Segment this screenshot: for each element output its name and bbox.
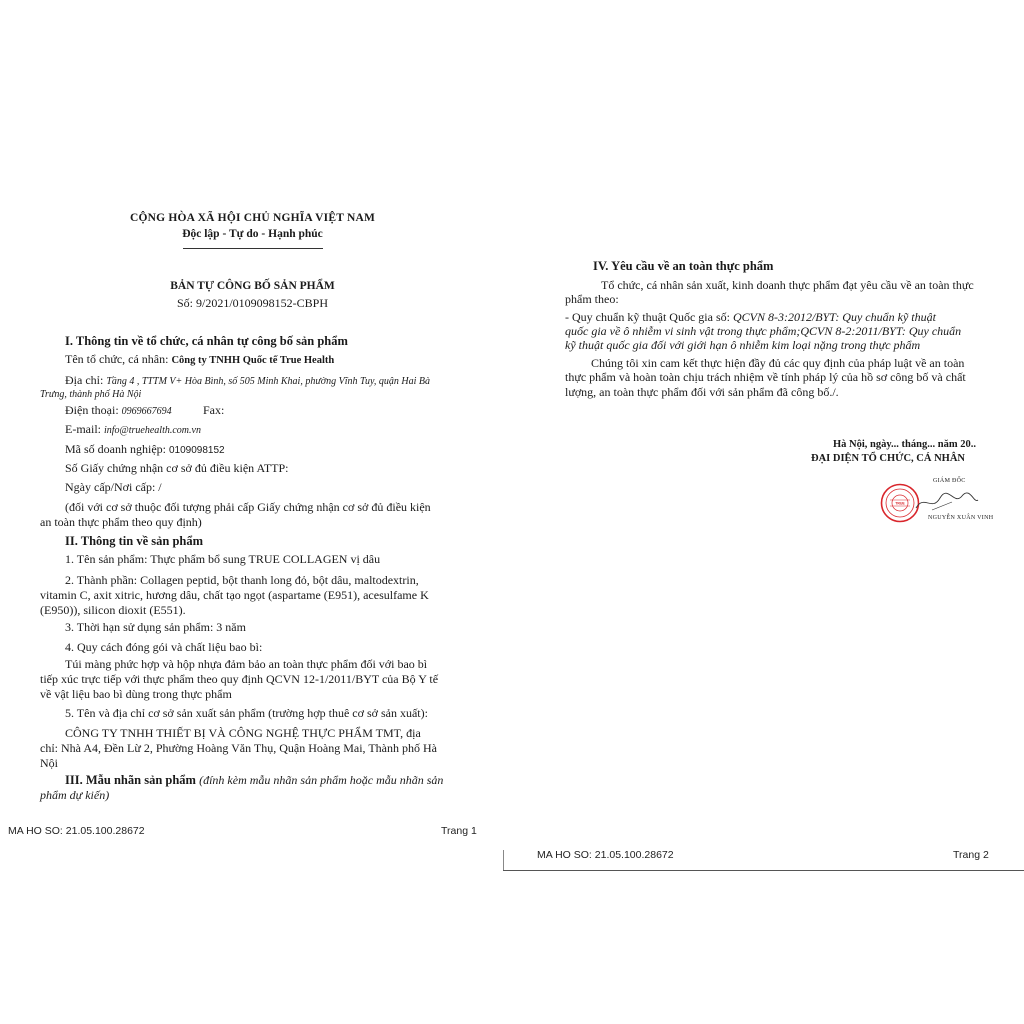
signer-role: GIÁM ĐỐC bbox=[933, 478, 966, 484]
document-page-1 bbox=[0, 0, 500, 1024]
section-3-row bbox=[65, 773, 443, 787]
header-divider bbox=[183, 248, 323, 249]
ingredients-1: 2. Thành phần: Collagen peptid, bột thanh long đỏ, bột dâu, maltodextrin, bbox=[65, 573, 419, 587]
section-2-heading: II. Thông tin về sản phẩm bbox=[65, 534, 204, 548]
manufacturer-3: Nội bbox=[40, 756, 58, 770]
section-3-note-2: phẩm dự kiến) bbox=[40, 788, 110, 802]
product-name: 1. Tên sản phẩm: Thực phẩm bổ sung TRUE COLLAGEN vị dâu bbox=[65, 552, 381, 566]
commitment-3: lượng, an toàn thực phẩm đối với sản phẩm đã công bố./. bbox=[565, 385, 839, 399]
address-label: Địa chỉ: bbox=[65, 373, 107, 387]
email-label: E-mail: bbox=[65, 422, 104, 436]
phone-value: 0969667694 bbox=[121, 406, 172, 417]
org-name-value: Công ty TNHH Quốc tế True Health bbox=[171, 355, 335, 366]
tax-code-label: Mã số doanh nghiệp: bbox=[65, 442, 169, 456]
commitment-2: thực phẩm và hoàn toàn chịu trách nhiệm về tính pháp lý của hồ sơ công bố và chất bbox=[565, 370, 966, 384]
address-value-2: Trưng, thành phố Hà Nội bbox=[40, 389, 142, 400]
manufacturer-1: CÔNG TY TNHH THIẾT BỊ VÀ CÔNG NGHỆ THỰC PHẨM TMT, địa bbox=[65, 726, 421, 740]
issue-label: Ngày cấp/Nơi cấp: / bbox=[65, 480, 162, 494]
cert-note-2: an toàn thực phẩm theo quy định) bbox=[40, 515, 202, 529]
standards-prefix: - Quy chuẩn kỹ thuật Quốc gia số: bbox=[565, 310, 733, 324]
address-row bbox=[65, 373, 430, 389]
cert-note-1: (đối với cơ sở thuộc đối tượng phải cấp Giấy chứng nhận cơ sở đủ điều kiện bbox=[65, 500, 431, 514]
shelf-life: 3. Thời hạn sử dụng sản phẩm: 3 năm bbox=[65, 620, 246, 634]
ingredients-2: vitamin C, axit xitric, hương dâu, chất tạo ngọt (aspartame (E951), acesulfame K bbox=[40, 588, 429, 602]
section-3-heading: III. Mẫu nhãn sản phẩm bbox=[65, 773, 200, 787]
packaging-3: về vật liệu bao bì dùng trong thực phẩm bbox=[40, 687, 232, 701]
packaging-2: tiếp xúc trực tiếp với thực phẩm theo quy định QCVN 12-1/2011/BYT của Bộ Y tế bbox=[40, 672, 439, 686]
fax-label: Fax: bbox=[203, 403, 225, 417]
page-2-footer-divider bbox=[503, 870, 1024, 871]
document-title: BẢN TỰ CÔNG BỐ SẢN PHẨM bbox=[170, 280, 335, 292]
sign-date: Hà Nội, ngày... tháng... năm 20.. bbox=[833, 439, 976, 450]
tax-code-row bbox=[65, 442, 225, 458]
section-4-heading: IV. Yêu cầu về an toàn thực phẩm bbox=[593, 259, 774, 273]
safety-para-1a: Tổ chức, cá nhân sản xuất, kinh doanh thực phẩm đạt yêu cầu về an toàn thực bbox=[601, 278, 974, 292]
phone-label: Điện thoại: bbox=[65, 403, 122, 417]
standards-row bbox=[565, 310, 936, 324]
section-1-heading: I. Thông tin về tổ chức, cá nhân tự công bố sản phẩm bbox=[65, 334, 348, 348]
safety-para-1b: phẩm theo: bbox=[565, 292, 619, 306]
email-row bbox=[65, 422, 201, 438]
sign-title: ĐẠI DIỆN TỔ CHỨC, CÁ NHÂN bbox=[811, 453, 966, 464]
motto: Độc lập - Tự do - Hạnh phúc bbox=[182, 228, 323, 240]
manufacturer-2: chỉ: Nhà A4, Đền Lừ 2, Phường Hoàng Văn Thụ, Quận Hoàng Mai, Thành phố Hà bbox=[40, 741, 437, 755]
commitment-1: Chúng tôi xin cam kết thực hiện đầy đủ các quy định của pháp luật về an toàn bbox=[591, 356, 965, 370]
packaging-heading: 4. Quy cách đóng gói và chất liệu bao bì: bbox=[65, 640, 263, 654]
national-title: CỘNG HÒA XÃ HỘI CHỦ NGHĨA VIỆT NAM bbox=[129, 212, 376, 224]
footer-code: MA HO SO: 21.05.100.28672 bbox=[8, 825, 145, 837]
standards-3: kỹ thuật quốc gia đối với giới hạn ô nhiễm kim loại nặng trong thực phẩm bbox=[565, 338, 921, 352]
document-number: Số: 9/2021/0109098152-CBPH bbox=[176, 296, 329, 310]
signature-mark bbox=[912, 488, 982, 514]
email-value: info@truehealth.com.vn bbox=[104, 425, 201, 436]
page-separator-vertical bbox=[503, 850, 504, 870]
footer-page-number-2: Trang 2 bbox=[953, 849, 989, 861]
svg-text:TRUE: TRUE bbox=[895, 501, 905, 506]
signer-name: NGUYỄN XUÂN VINH bbox=[928, 515, 994, 521]
packaging-1: Túi màng phức hợp và hộp nhựa đảm bảo an toàn thực phẩm đối với bao bì bbox=[65, 657, 428, 671]
phone-row bbox=[65, 403, 172, 419]
standards-1: QCVN 8-3:2012/BYT: Quy chuẩn kỹ thuật bbox=[732, 310, 936, 324]
org-name-row bbox=[65, 352, 334, 368]
address-value-1: Tầng 4 , TTTM V+ Hòa Bình, số 505 Minh Khai, phường Vĩnh Tuy, quận Hai Bà bbox=[106, 376, 430, 387]
cert-label: Số Giấy chứng nhận cơ sở đủ điều kiện ATTP: bbox=[65, 461, 289, 475]
manufacturer-heading: 5. Tên và địa chỉ cơ sở sản xuất sản phẩm (trường hợp thuê cơ sở sản xuất): bbox=[65, 706, 428, 720]
org-name-label: Tên tổ chức, cá nhân: bbox=[65, 352, 172, 366]
footer-page-number: Trang 1 bbox=[441, 825, 477, 837]
standards-2: quốc gia về ô nhiễm vi sinh vật trong thực phẩm;QCVN 8-2:2011/BYT: Quy chuẩn bbox=[565, 324, 962, 338]
footer-code-page-2: MA HO SO: 21.05.100.28672 bbox=[537, 849, 674, 861]
tax-code-value: 0109098152 bbox=[169, 445, 225, 456]
ingredients-3: (E950)), silicon dioxit (E551). bbox=[40, 603, 186, 617]
section-3-note-1: (đính kèm mẫu nhãn sản phẩm hoặc mẫu nhãn sản bbox=[199, 773, 444, 787]
